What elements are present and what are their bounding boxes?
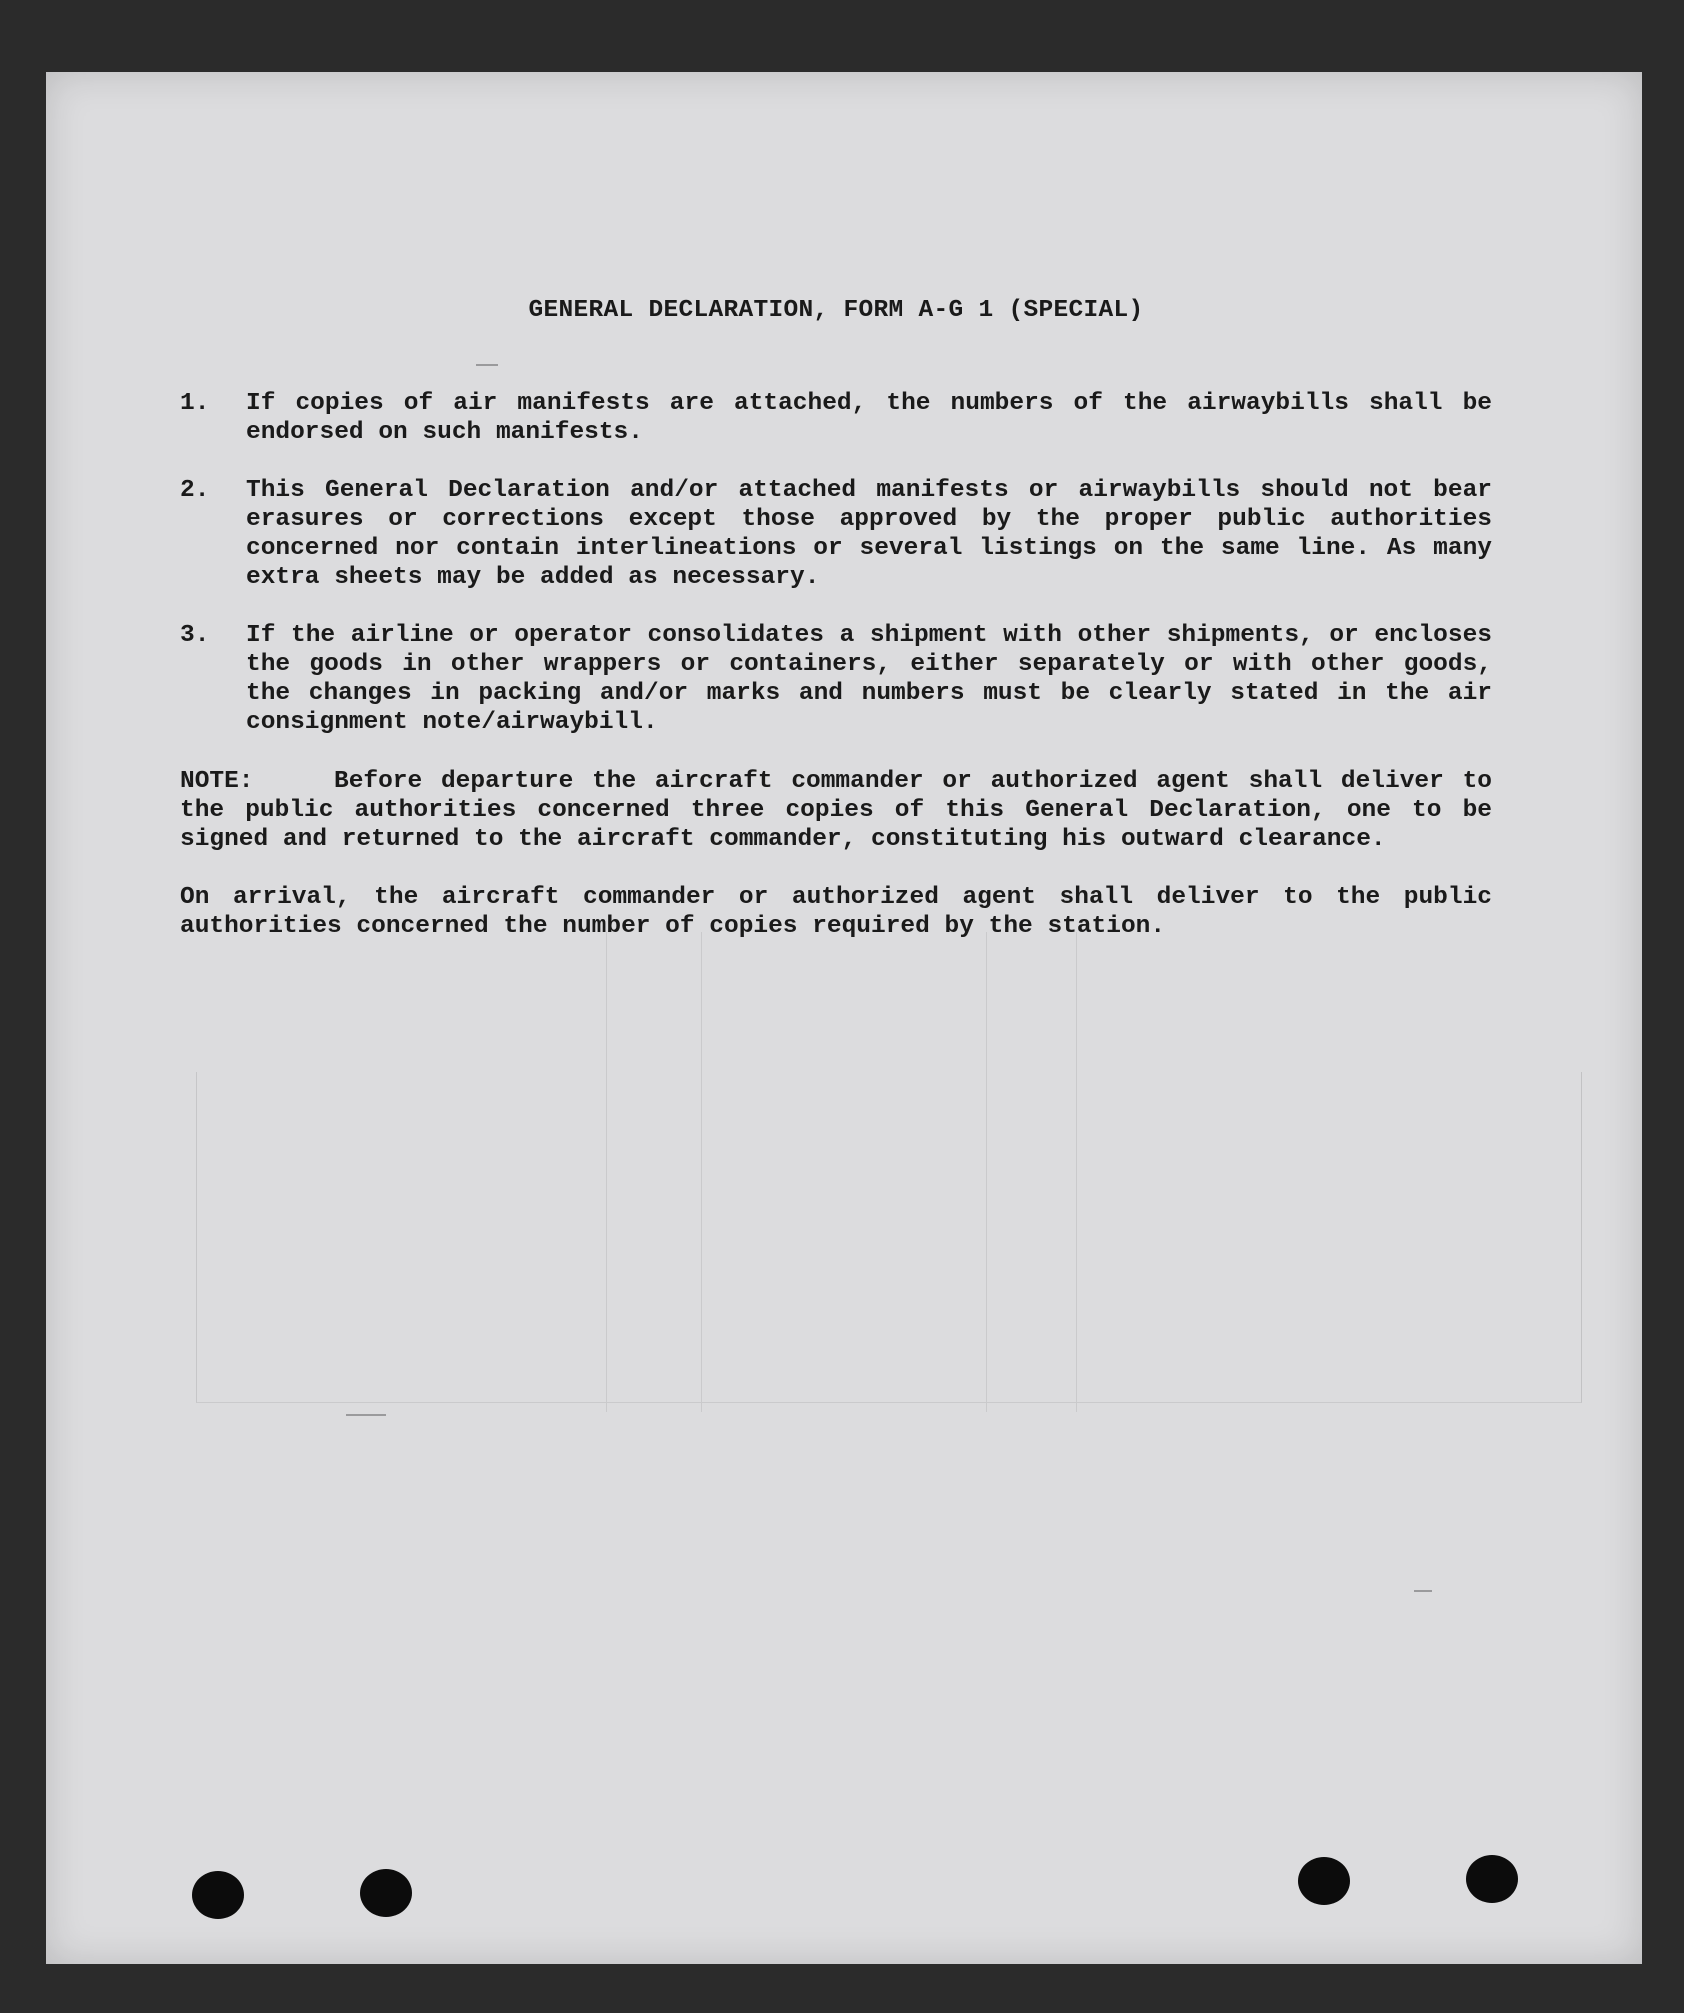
- punch-hole: [360, 1869, 412, 1917]
- instruction-item: [180, 476, 1492, 592]
- item-number: 3.: [180, 622, 210, 649]
- item-text: If copies of air manifests are attached, the numbers of the airwaybills shall be endorsed on such manifests.: [246, 390, 1492, 446]
- item-text: If the airline or operator consolidates a shipment with other shipments, or encloses the goods in other wrappers or containers, either separately or with other goods, the changes in packing and/or marks and numbers must be clearly stated in the air consignment note/airwaybill.: [246, 622, 1492, 736]
- item-number: 1.: [180, 390, 210, 417]
- scan-mark: [346, 1414, 386, 1416]
- show-through-column-line: [606, 932, 607, 1412]
- show-through-column-line: [1076, 932, 1077, 1412]
- punch-hole: [192, 1871, 244, 1919]
- show-through-column-line: [701, 932, 702, 1412]
- note-label: NOTE:: [180, 768, 254, 795]
- item-text: This General Declaration and/or attached manifests or airwaybills should not bear erasures or corrections except those approved by the proper public authorities concerned nor contain interlineations or several listings on the same line. As many extra sheets may be added as necessary.: [246, 477, 1492, 591]
- punch-hole: [1298, 1857, 1350, 1905]
- show-through-column-line: [986, 932, 987, 1412]
- declaration-instructions: [180, 296, 1492, 941]
- document-title: GENERAL DECLARATION, FORM A-G 1 (SPECIAL): [528, 297, 1144, 324]
- punch-hole: [1466, 1855, 1518, 1903]
- note-text: Before departure the aircraft commander or authorized agent shall deliver to the public authorities concerned three copies of this General Declaration, one to be signed and returned to the aircraft commander, constituting his outward clearance.: [180, 768, 1492, 853]
- instruction-item: [180, 389, 1492, 447]
- item-number: 2.: [180, 477, 210, 504]
- instruction-item: [180, 621, 1492, 737]
- arrival-paragraph: On arrival, the aircraft commander or authorized agent shall deliver to the public authorities concerned the number of copies required by the station.: [180, 884, 1492, 940]
- scan-mark: [1414, 1590, 1432, 1592]
- note-paragraph: [180, 767, 1492, 854]
- show-through-form-outline: [196, 1072, 1582, 1403]
